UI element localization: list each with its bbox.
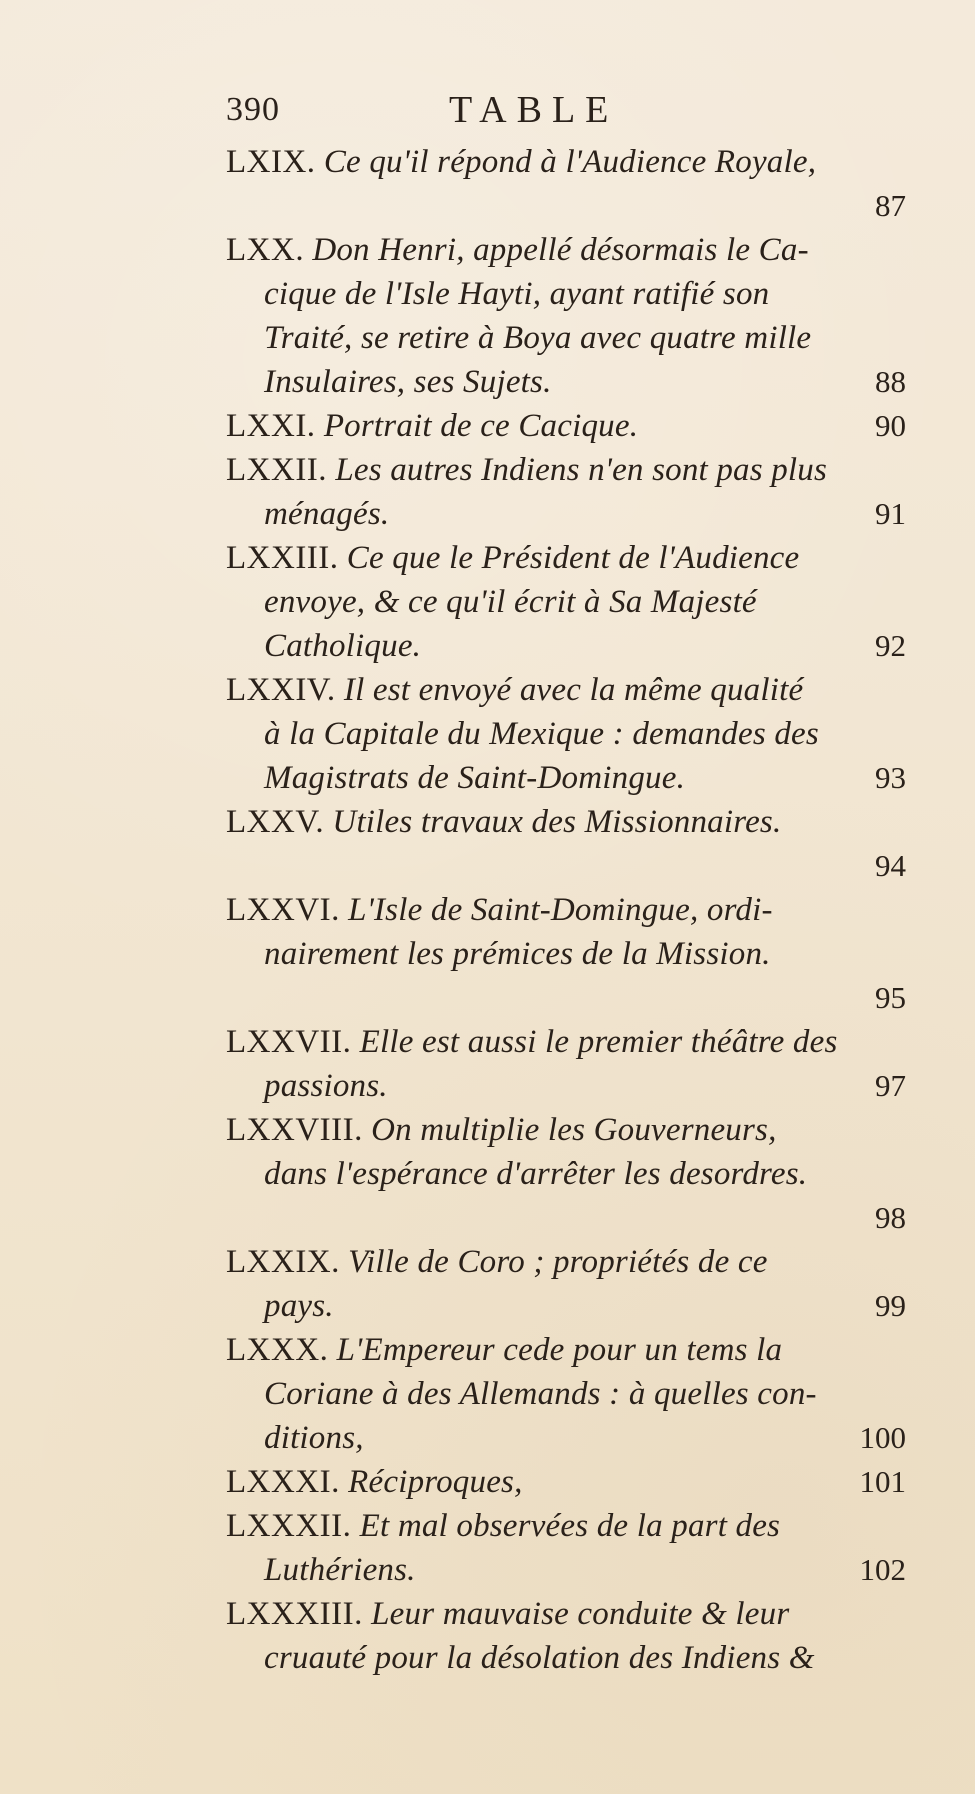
- chapter-number: LXXIII.: [226, 540, 339, 576]
- entry-description: Traité, se retire à Boya avec quatre mille: [264, 320, 812, 356]
- entry-line: [226, 404, 906, 448]
- entry-description: Utiles travaux des Missionnaires.: [332, 804, 782, 840]
- entry-line: [226, 1460, 906, 1504]
- chapter-number: LXIX.: [226, 144, 316, 180]
- chapter-number: LXXI.: [226, 408, 316, 444]
- entry-description: Catholique.: [264, 628, 422, 664]
- table-of-contents: [226, 140, 906, 1680]
- entry-line: [226, 580, 906, 624]
- toc-entry: [226, 448, 906, 536]
- entry-description: Ville de Coro ; propriétés de ce: [348, 1244, 768, 1280]
- entry-description: Magistrats de Saint-Domingue.: [264, 760, 686, 796]
- entry-line: [226, 272, 906, 316]
- entry-line: [226, 1020, 906, 1064]
- entry-line: [226, 1636, 906, 1680]
- page-reference: 92: [875, 628, 906, 663]
- entry-description: Les autres Indiens n'en sont pas plus: [335, 452, 828, 488]
- entry-line: [226, 492, 906, 536]
- entry-description: pays.: [264, 1288, 334, 1324]
- chapter-number: LXX.: [226, 232, 305, 268]
- page-reference: 97: [875, 1068, 906, 1103]
- entry-line: [226, 536, 906, 580]
- entry-description: Ce qu'il répond à l'Audience Royale,: [323, 144, 817, 180]
- entry-line: [226, 1108, 906, 1152]
- page-reference: 100: [859, 1420, 906, 1455]
- entry-line: [226, 1372, 906, 1416]
- chapter-number: LXXVIII.: [226, 1112, 363, 1148]
- entry-description: à la Capitale du Mexique : demandes des: [264, 716, 819, 752]
- entry-line: [226, 448, 906, 492]
- page-reference: 95: [875, 980, 906, 1015]
- toc-entry: [226, 536, 906, 668]
- page-reference: 94: [875, 848, 906, 883]
- entry-description: Insulaires, ses Sujets.: [264, 364, 552, 400]
- entry-line: [226, 888, 906, 932]
- toc-entry: [226, 1460, 906, 1504]
- entry-line: [226, 1064, 906, 1108]
- entry-line: [226, 932, 906, 976]
- page-reference: 99: [875, 1288, 906, 1323]
- chapter-number: LXXIX.: [226, 1244, 340, 1280]
- page-reference: 98: [875, 1200, 906, 1235]
- entry-line: [226, 756, 906, 800]
- chapter-number: LXXXII.: [226, 1508, 352, 1544]
- toc-entry: [226, 888, 906, 1020]
- entry-line: [226, 1504, 906, 1548]
- page-number: 390: [226, 91, 280, 128]
- entry-description: passions.: [264, 1068, 388, 1104]
- toc-entry: [226, 140, 906, 228]
- entry-description: On multiplie les Gouverneurs,: [371, 1112, 777, 1148]
- entry-description: ménagés.: [264, 496, 390, 532]
- entry-description: Luthériens.: [264, 1552, 416, 1588]
- entry-line: [226, 668, 906, 712]
- entry-description: Coriane à des Allemands : à quelles con-: [264, 1376, 817, 1412]
- chapter-number: LXXXI.: [226, 1464, 340, 1500]
- entry-line: [226, 1284, 906, 1328]
- chapter-number: LXXII.: [226, 452, 328, 488]
- entry-description: Et mal observées de la part des: [359, 1508, 781, 1544]
- entry-line: [226, 1328, 906, 1372]
- toc-entry: [226, 1328, 906, 1460]
- page-reference: 101: [859, 1464, 906, 1499]
- chapter-number: LXXVI.: [226, 892, 340, 928]
- chapter-number: LXXV.: [226, 804, 325, 840]
- page-reference: 91: [875, 496, 906, 531]
- entry-line: [226, 624, 906, 668]
- entry-line: [226, 140, 906, 184]
- page-reference-line: [226, 184, 906, 228]
- toc-entry: [226, 1592, 906, 1680]
- chapter-number: LXXVII.: [226, 1024, 352, 1060]
- entry-line: [226, 1548, 906, 1592]
- entry-line: [226, 228, 906, 272]
- toc-entry: [226, 1240, 906, 1328]
- entry-description: dans l'espérance d'arrêter les desordres.: [264, 1156, 808, 1192]
- entry-description: Elle est aussi le premier théâtre des: [359, 1024, 838, 1060]
- entry-line: [226, 1416, 906, 1460]
- page-reference-line: [226, 1196, 906, 1240]
- entry-line: [226, 360, 906, 404]
- entry-description: L'Empereur cede pour un tems la: [336, 1332, 783, 1368]
- entry-line: [226, 316, 906, 360]
- entry-line: [226, 1152, 906, 1196]
- toc-entry: [226, 1504, 906, 1592]
- entry-line: [226, 712, 906, 756]
- page-reference: 93: [875, 760, 906, 795]
- entry-description: Ce que le Président de l'Audience: [346, 540, 800, 576]
- chapter-number: LXXIV.: [226, 672, 336, 708]
- entry-description: nairement les prémices de la Mission.: [264, 936, 771, 972]
- page-reference: 90: [875, 408, 906, 443]
- entry-description: ditions,: [264, 1420, 364, 1456]
- toc-entry: [226, 668, 906, 800]
- chapter-number: LXXX.: [226, 1332, 329, 1368]
- toc-entry: [226, 800, 906, 888]
- page-reference-line: [226, 844, 906, 888]
- page-reference: 88: [875, 364, 906, 399]
- entry-description: envoye, & ce qu'il écrit à Sa Majesté: [264, 584, 757, 620]
- entry-description: Leur mauvaise conduite & leur: [371, 1596, 790, 1632]
- running-title: TABLE: [449, 89, 619, 131]
- toc-entry: [226, 1108, 906, 1240]
- entry-description: Réciproques,: [348, 1464, 523, 1500]
- chapter-number: LXXXIII.: [226, 1596, 363, 1632]
- entry-description: Il est envoyé avec la même qualité: [343, 672, 804, 708]
- entry-description: Don Henri, appellé désormais le Ca-: [312, 232, 809, 268]
- toc-entry: [226, 228, 906, 404]
- entry-description: cruauté pour la désolation des Indiens &: [264, 1640, 815, 1676]
- page-reference-line: [226, 976, 906, 1020]
- page-reference: 87: [875, 188, 906, 223]
- toc-entry: [226, 1020, 906, 1108]
- entry-line: [226, 800, 906, 844]
- page-reference: 102: [859, 1552, 906, 1587]
- entry-line: [226, 1240, 906, 1284]
- toc-entry: [226, 404, 906, 448]
- entry-description: cique de l'Isle Hayti, ayant ratifié son: [264, 276, 770, 312]
- page-header: [226, 88, 906, 132]
- entry-line: [226, 1592, 906, 1636]
- entry-description: L'Isle de Saint-Domingue, ordi-: [348, 892, 773, 928]
- entry-description: Portrait de ce Cacique.: [323, 408, 639, 444]
